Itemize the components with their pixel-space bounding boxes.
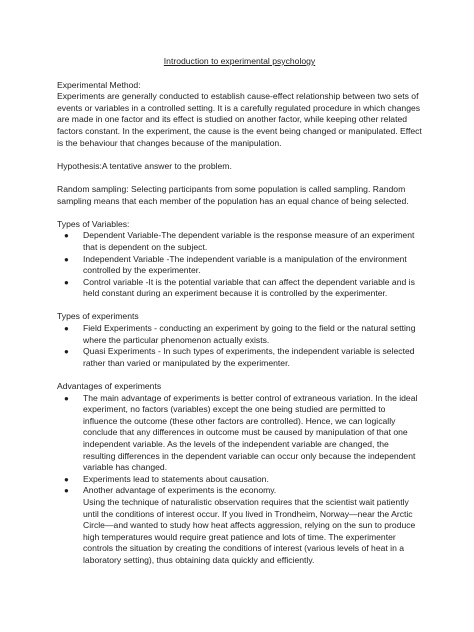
hypothesis-paragraph: Hypothesis:A tentative answer to the problem. xyxy=(57,160,232,171)
list-item-text: Another advantage of experiments is the economy. xyxy=(83,485,277,496)
list-item xyxy=(57,277,422,300)
advantages-heading: Advantages of experiments xyxy=(57,381,162,392)
advantages-list xyxy=(57,393,422,497)
document-title: Introduction to experimental psychology xyxy=(163,56,316,66)
experimental-method-section xyxy=(57,80,422,150)
types-of-variables-section xyxy=(57,219,422,300)
list-item-text: Experiments lead to statements about causation. xyxy=(83,473,269,484)
bullet-icon: ● xyxy=(64,474,69,484)
list-item xyxy=(57,230,422,253)
list-item xyxy=(57,254,422,277)
list-item-text: Independent Variable -The independent variable is a manipulation of the environment controlled by the experimenter. xyxy=(83,253,407,276)
list-item-text: Quasi Experiments - In such types of experiments, the independent variable is selected rather than varied or manipulated by the experimenter. xyxy=(83,346,415,368)
bullet-icon: ● xyxy=(64,254,69,264)
list-item-text: Field Experiments - conducting an experiment by going to the field or the natural setting where the particular phenomenon actually exists. xyxy=(83,323,416,345)
list-item-text: The main advantage of experiments is better control of extraneous variation. In the ideal experiment, no factors (variables) except the one being studied are permitted to influence the outcome (these other factors are controlled). Hence, we can logically conclude that any differences in outcome must be caused by manipulation of that one independent variable. As the levels of the independent variable are changed, the resulting differences in the dependent variable can occur only because the independent variable has changed. xyxy=(83,392,418,473)
bullet-icon: ● xyxy=(64,277,69,287)
advantages-continuation: Using the technique of naturalistic observation requires that the scientist wait patiently until the conditions of interest occur. If you lived in Trondheim, Norway—near the Arctic Circle—and wanted to study how heat affects aggression, relying on the sun to produce high temperatures would require great patience and lots of time. The experimenter controls the situation by creating the conditions of interest (various levels of heat in a laboratory setting), thus obtaining data quickly and efficiently. xyxy=(83,496,416,565)
experiments-list xyxy=(57,323,422,369)
list-item-text: Control variable -It is the potential variable that can affect the dependent variable and is held constant during an experiment because it is controlled by the experimenter. xyxy=(83,276,415,299)
bullet-icon: ● xyxy=(64,486,69,496)
types-of-variables-heading: Types of Variables: xyxy=(57,218,130,229)
random-sampling-paragraph: Random sampling: Selecting participants from some population is called sampling. Random sampling means that each member of the population has an equal chance of being selected. xyxy=(57,183,409,206)
list-item xyxy=(57,346,422,369)
list-item xyxy=(57,474,422,486)
list-item xyxy=(57,323,422,346)
experimental-method-heading: Experimental Method: xyxy=(57,79,141,90)
bullet-icon: ● xyxy=(64,393,69,403)
experimental-method-body: Experiments are generally conducted to establish cause-effect relationship between two sets of events or variables in a controlled setting. It is a carefully regulated procedure in which changes are made in one factor and its effect is studied on another factor, while keeping other related factors constant. In the experiment, the cause is the event being changed or manipulated. Effect is the behaviour that changes because of the manipulation. xyxy=(57,91,422,148)
bullet-icon: ● xyxy=(64,347,69,357)
variables-list xyxy=(57,230,422,300)
types-of-experiments-heading: Types of experiments xyxy=(57,311,139,322)
list-item-text: Dependent Variable-The dependent variable is the response measure of an experiment that is dependent on the subject. xyxy=(83,230,415,252)
list-item xyxy=(57,485,422,497)
bullet-icon: ● xyxy=(64,231,69,241)
types-of-experiments-section xyxy=(57,311,422,369)
bullet-icon: ● xyxy=(64,324,69,334)
advantages-section xyxy=(57,381,422,567)
list-item xyxy=(57,393,422,474)
